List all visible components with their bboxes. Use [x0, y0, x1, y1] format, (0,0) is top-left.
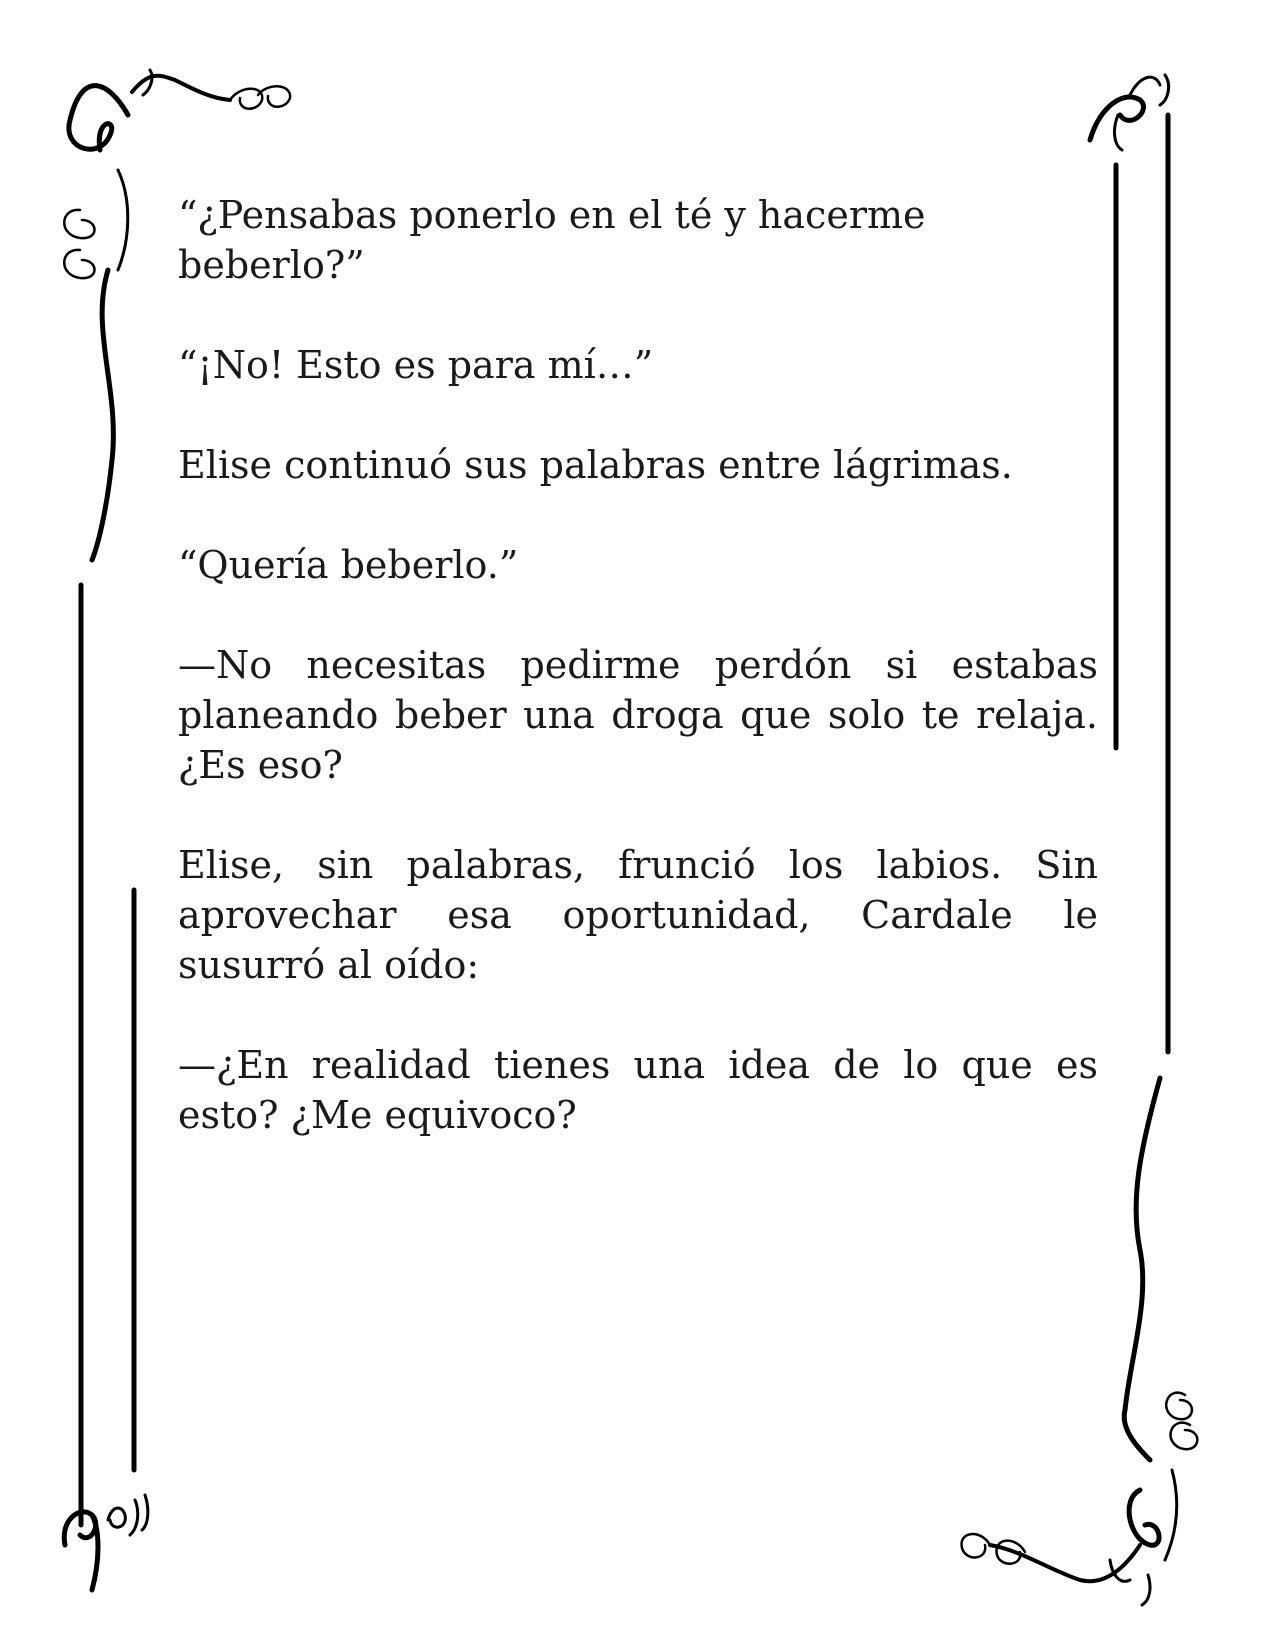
paragraph-5: —No necesitas pedirme perdón si estabas planeando beber una droga que solo te relaja. ¿Es eso?: [178, 643, 1098, 787]
paragraph-6: Elise, sin palabras, frunció los labios. Sin aprovechar esa oportunidad, Cardale le susurró al oído:: [178, 843, 1098, 987]
paragraph-3: Elise continuó sus palabras entre lágrimas.: [178, 443, 1013, 487]
bottom-left-flourish: [64, 1495, 148, 1590]
top-right-flourish: [1090, 75, 1169, 150]
paragraph-7: —¿En realidad tienes una idea de lo que es esto? ¿Me equivoco?: [178, 1043, 1098, 1137]
page-text: [178, 190, 1098, 1190]
paragraph-1: “¿Pensabas ponerlo en el té y hacerme beberlo?”: [178, 193, 926, 287]
paragraph-4: “Quería beberlo.”: [178, 543, 519, 587]
paragraph-2: “¡No! Esto es para mí…”: [178, 343, 654, 387]
